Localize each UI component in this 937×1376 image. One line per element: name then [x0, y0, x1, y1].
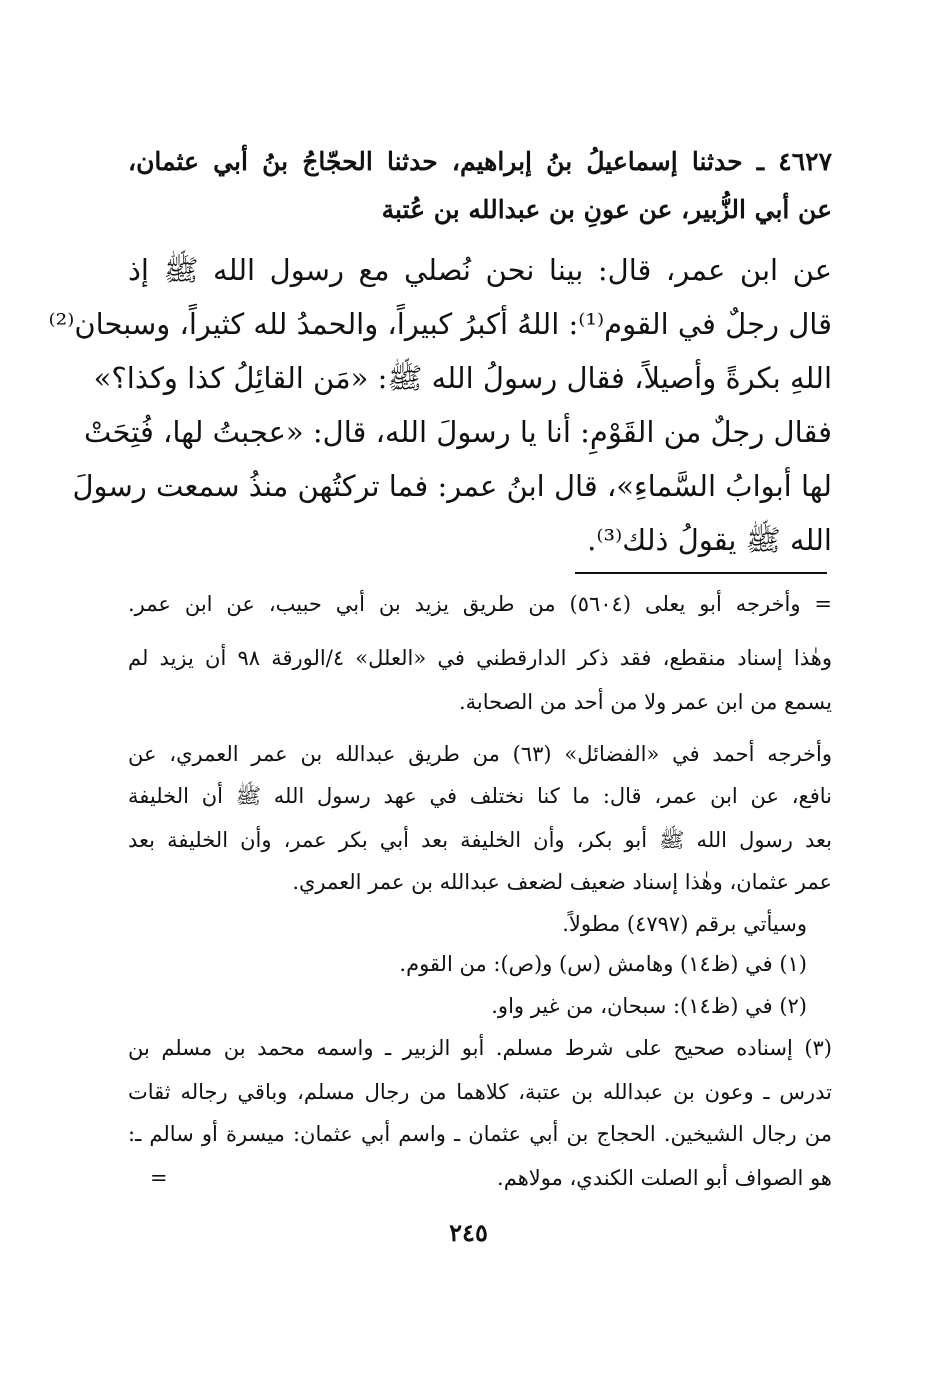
- footnote-line: بعد رسول الله ﷺ أبو بكر، وأن الخليفة بعد أبي بكر عمر، وأن الخليفة بعد: [128, 828, 832, 852]
- matn-line-3: اللهِ بكرةً وأصيلاً، فقال رسولُ الله ﷺ: «مَن القائِلُ كذا وكذا؟»: [93, 361, 832, 395]
- isnad-line-2: عن أبي الزُّبير، عن عونِ بن عبدالله بن عُتبة: [381, 195, 832, 224]
- footnote-2: (٢) في (ظ١٤): سبحان، من غير واو.: [491, 994, 807, 1018]
- matn-line-1: عن ابن عمر، قال: بينا نحن نُصلي مع رسول الله ﷺ إذ: [128, 253, 832, 287]
- footnote-1: (١) في (ظ١٤) وهامش (س) و(ص): من القوم.: [399, 952, 807, 976]
- matn-line-5: لها أبوابُ السَّماءِ»، قال ابنُ عمر: فما تركتُهن منذُ سمعت رسولَ: [72, 469, 832, 503]
- footnote-3-line: هو الصواف أبو الصلت الكندي، مولاهم.: [497, 1166, 832, 1190]
- footnote-3-line: تدرس ـ وعون بن عبدالله بن عتبة، كلاهما من رجال مسلم، وباقي رجاله ثقات: [128, 1080, 832, 1104]
- footnote-line: عمر عثمان، وهٰذا إسناد ضعيف لضعف عبدالله بن عمر العمري.: [292, 870, 832, 894]
- matn-line-4: فقال رجلٌ من القَوْمِ: أنا يا رسولَ الله، قال: «عجبتُ لها، فُتِحَتْ: [84, 415, 832, 449]
- footnote-line: نافع، عن ابن عمر، قال: ما كنا نختلف في عهد رسول الله ﷺ أن الخليفة: [128, 784, 832, 808]
- cross-reference: وسيأتي برقم (٤٧٩٧) مطولاً.: [562, 912, 807, 936]
- matn-line-6: الله ﷺ يقولُ ذلك⁽³⁾.: [587, 523, 832, 557]
- footnote-line: وأخرجه أحمد في «الفضائل» (٦٣) من طريق عبدالله بن عمر العمري، عن: [128, 742, 832, 766]
- footnote-3-line: من رجال الشيخين. الحجاج بن أبي عثمان ـ واسم أبي عثمان: ميسرة أو سالم ـ:: [128, 1122, 832, 1146]
- page-number: ٢٤٥: [449, 1218, 488, 1247]
- footnote-line: يسمع من ابن عمر ولا من أحد من الصحابة.: [458, 690, 832, 714]
- continuation-mark: =: [150, 1166, 168, 1190]
- footnote-line: وهٰذا إسناد منقطع، فقد ذكر الدارقطني في «العلل» ٤/الورقة ٩٨ أن يزيد لم: [128, 646, 832, 670]
- footnote-line: = وأخرجه أبو يعلى (٥٦٠٤) من طريق يزيد بن أبي حبيب، عن ابن عمر.: [128, 592, 832, 616]
- footnote-separator: [575, 572, 827, 574]
- isnad-line-1: ٤٦٢٧ ـ حدثنا إسماعيلُ بنُ إبراهيم، حدثنا الحجّاجُ بنُ أبي عثمان،: [128, 147, 832, 176]
- footnote-3-line: (٣) إسناده صحيح على شرط مسلم. أبو الزبير ـ واسمه محمد بن مسلم بن: [128, 1036, 832, 1060]
- matn-line-2: قال رجلٌ في القوم⁽¹⁾: اللهُ أكبرُ كبيراً، والحمدُ لله كثيراً، وسبحان⁽²⁾: [48, 307, 832, 341]
